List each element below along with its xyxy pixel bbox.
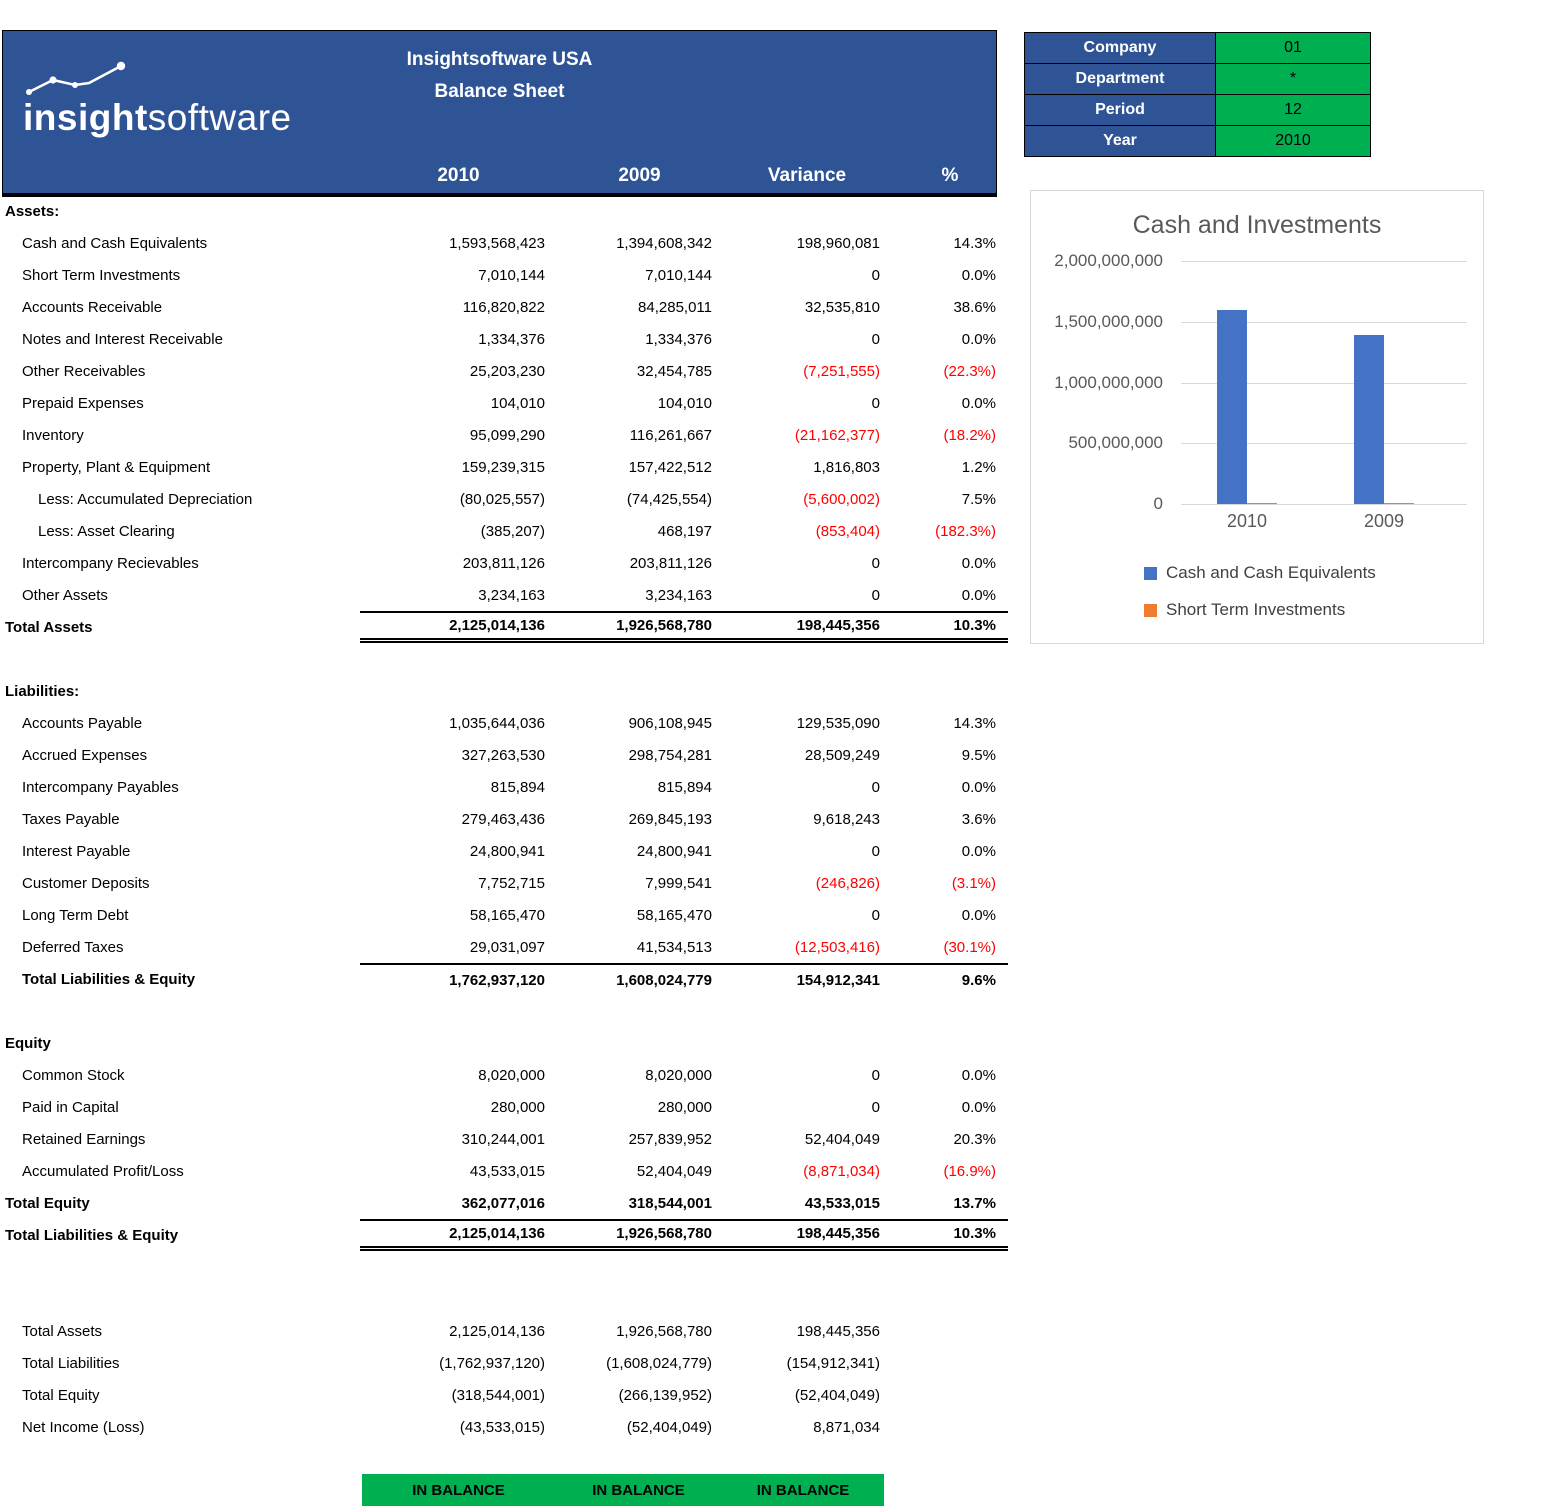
row-values [360,995,1008,1027]
value-cell: 0 [871,586,880,604]
row-label: Accumulated Profit/Loss [22,1162,184,1180]
value-cell: 154,912,341 [796,971,880,989]
value-cell: 32,535,810 [804,298,880,316]
parameter-label: Company [1024,32,1216,64]
value-cell: 3,234,163 [645,586,712,604]
value-cell: 0 [871,1098,880,1116]
value-cell: 0 [871,266,880,284]
data-row [0,1219,1010,1251]
company-title: Insightsoftware USA [406,49,593,70]
row-label: Assets: [5,202,60,220]
parameter-value[interactable]: 12 [1216,94,1371,126]
value-cell: 7,752,715 [478,874,545,892]
value-cell: 25,203,230 [469,362,545,380]
value-cell: 0.0% [961,906,996,924]
value-cell: 1,035,644,036 [449,714,545,732]
row-label: Liabilities: [5,682,80,700]
row-values [360,1411,1008,1443]
row-values [360,1155,1008,1187]
value-cell: (80,025,557) [459,490,545,508]
y-axis-tick-label: 0 [1153,494,1163,513]
value-cell: (385,207) [480,522,545,540]
row-values [360,803,1008,835]
column-header-2010: 2010 [437,165,480,186]
row-values [360,1123,1008,1155]
value-cell: 29,031,097 [469,938,545,956]
row-values [360,323,1008,355]
value-cell: (853,404) [815,522,880,540]
data-row [0,803,1010,835]
parameter-label: Department [1024,63,1216,95]
parameter-row [1024,32,1371,64]
row-values [360,195,1008,227]
value-cell: 13.7% [953,1194,996,1212]
row-values [360,1027,1008,1059]
data-row [0,1315,1010,1347]
y-axis-tick-label: 1,500,000,000 [1054,311,1163,331]
row-label: Paid in Capital [22,1098,119,1116]
y-axis-tick-label: 2,000,000,000 [1054,251,1163,270]
row-label: Intercompany Recievables [22,554,199,572]
bar-2009-short-term [1384,503,1414,504]
balance-sheet-table [0,195,1010,1443]
value-cell: 2,125,014,136 [449,1225,545,1242]
data-row [0,1187,1010,1219]
value-cell: (8,871,034) [803,1162,880,1180]
value-cell: 10.3% [953,617,996,634]
row-values [360,1347,1008,1379]
value-cell: 116,820,822 [462,298,545,316]
column-header-Variance: Variance [767,165,847,186]
legend-item [1144,563,1376,583]
row-label: Net Income (Loss) [22,1418,145,1436]
value-cell: 2,125,014,136 [449,1322,545,1340]
data-row [0,451,1010,483]
parameter-value[interactable]: * [1216,63,1371,95]
row-values [360,739,1008,771]
row-values [360,611,1008,643]
row-values [360,1283,1008,1315]
value-cell: 52,404,049 [636,1162,712,1180]
data-row [0,1059,1010,1091]
spacer-row [0,1251,1010,1283]
spacer-row [0,643,1010,675]
data-row [0,899,1010,931]
value-cell: 129,535,090 [796,714,880,732]
spacer-row [0,1283,1010,1315]
value-cell: 0.0% [961,266,996,284]
parameter-row [1024,125,1371,157]
value-cell: (246,826) [815,874,880,892]
row-values [360,1251,1008,1283]
in-balance-label: IN BALANCE [592,1481,685,1499]
value-cell: 43,533,015 [804,1194,880,1212]
bar-2010-short-term [1247,503,1277,504]
value-cell: (52,404,049) [794,1386,880,1404]
value-cell: 1,608,024,779 [616,971,712,989]
row-label: Equity [5,1034,51,1052]
value-cell: 84,285,011 [638,298,712,316]
value-cell: (22.3%) [943,362,996,380]
row-label: Customer Deposits [22,874,150,892]
row-label: Total Equity [5,1194,90,1212]
value-cell: 7,010,144 [478,266,545,284]
value-cell: 116,261,667 [629,426,712,444]
parameter-value[interactable]: 2010 [1216,125,1371,157]
value-cell: 28,509,249 [804,746,880,764]
chart-gridline [1181,261,1467,262]
row-label: Taxes Payable [22,810,120,828]
row-label: Accounts Receivable [22,298,163,316]
row-values [360,227,1008,259]
data-row [0,259,1010,291]
value-cell: 24,800,941 [469,842,545,860]
row-label: Interest Payable [22,842,131,860]
data-row [0,707,1010,739]
bar-2009-cash [1354,335,1384,504]
row-label: Retained Earnings [22,1130,146,1148]
in-balance-banner [362,1474,884,1506]
data-row [0,323,1010,355]
value-cell: 0.0% [961,1098,996,1116]
value-cell: 0 [871,906,880,924]
row-values [360,771,1008,803]
value-cell: 198,445,356 [796,617,880,634]
value-cell: 3,234,163 [478,586,545,604]
value-cell: 20.3% [953,1130,996,1148]
value-cell: 1.2% [961,458,996,476]
parameter-label: Period [1024,94,1216,126]
parameter-row [1024,94,1371,126]
value-cell: 58,165,470 [636,906,712,924]
value-cell: 1,926,568,780 [616,1225,712,1242]
value-cell: 9.6% [961,971,996,989]
logo-text-bold: insight [23,97,148,138]
row-label: Accounts Payable [22,714,143,732]
value-cell: (52,404,049) [626,1418,712,1436]
value-cell: 1,816,803 [813,458,880,476]
row-label: Common Stock [22,1066,125,1084]
parameter-label: Year [1024,125,1216,157]
value-cell: 0 [871,778,880,796]
value-cell: 0.0% [961,1066,996,1084]
row-label: Notes and Interest Receivable [22,330,223,348]
value-cell: 24,800,941 [636,842,712,860]
bar-2010-cash [1217,310,1247,504]
row-values [360,547,1008,579]
value-cell: 198,445,356 [796,1225,880,1242]
value-cell: 815,894 [490,778,545,796]
value-cell: 41,534,513 [636,938,712,956]
row-values [360,355,1008,387]
value-cell: 318,544,001 [628,1194,712,1212]
legend-label: Short Term Investments [1166,600,1346,619]
value-cell: 9.5% [961,746,996,764]
row-label: Other Receivables [22,362,146,380]
value-cell: 10.3% [953,1225,996,1242]
data-row [0,1123,1010,1155]
logo-text-light: software [147,97,292,138]
value-cell: 104,010 [657,394,712,412]
value-cell: 0 [871,554,880,572]
row-values [360,1187,1008,1219]
section-header-row [0,1027,1010,1059]
value-cell: 0 [871,1066,880,1084]
data-row [0,1091,1010,1123]
value-cell: 468,197 [657,522,712,540]
row-label: Total Assets [5,618,93,636]
value-cell: 198,960,081 [796,234,880,252]
y-axis-tick-label: 1,000,000,000 [1054,372,1163,392]
value-cell: (182.3%) [935,522,996,540]
section-header-row [0,675,1010,707]
value-cell: 1,926,568,780 [616,617,712,634]
value-cell: (1,608,024,779) [606,1354,712,1372]
column-header-%: % [941,165,959,186]
row-values [360,291,1008,323]
value-cell: (1,762,937,120) [439,1354,545,1372]
row-values [360,931,1008,963]
value-cell: 43,533,015 [469,1162,545,1180]
data-row [0,1347,1010,1379]
value-cell: 8,020,000 [645,1066,712,1084]
row-values [360,707,1008,739]
row-values [360,1379,1008,1411]
value-cell: 815,894 [657,778,712,796]
value-cell: 38.6% [953,298,996,316]
value-cell: (154,912,341) [786,1354,880,1372]
row-label: Long Term Debt [22,906,129,924]
row-values [360,515,1008,547]
value-cell: 203,811,126 [629,554,712,572]
data-row [0,547,1010,579]
in-balance-label: IN BALANCE [412,1481,505,1499]
legend-swatch-icon [1144,604,1157,617]
row-values [360,483,1008,515]
row-label: Intercompany Payables [22,778,179,796]
logo-wordmark [23,97,292,139]
value-cell: 0 [871,330,880,348]
value-cell: 198,445,356 [796,1322,880,1340]
data-row [0,963,1010,995]
row-values [360,835,1008,867]
row-values [360,387,1008,419]
value-cell: 0.0% [961,394,996,412]
value-cell: (21,162,377) [794,426,880,444]
data-row [0,771,1010,803]
row-values [360,867,1008,899]
report-title: Balance Sheet [434,81,565,102]
value-cell: 1,334,376 [645,330,712,348]
legend-label: Cash and Cash Equivalents [1166,563,1376,582]
value-cell: (12,503,416) [794,938,880,956]
row-label: Total Equity [22,1386,100,1404]
value-cell: 0.0% [961,554,996,572]
value-cell: 7,999,541 [645,874,712,892]
row-label: Accrued Expenses [22,746,148,764]
data-row [0,835,1010,867]
section-header-row [0,195,1010,227]
data-row [0,355,1010,387]
value-cell: 1,762,937,120 [449,971,545,989]
value-cell: 0.0% [961,586,996,604]
value-cell: 3.6% [961,810,996,828]
value-cell: (30.1%) [943,938,996,956]
row-values [360,963,1008,995]
value-cell: (266,139,952) [618,1386,712,1404]
column-headers [361,165,1009,187]
row-values [360,899,1008,931]
data-row [0,1379,1010,1411]
data-row [0,387,1010,419]
value-cell: 298,754,281 [628,746,712,764]
row-label: Total Liabilities [22,1354,120,1372]
value-cell: 279,463,436 [461,810,545,828]
chart-title: Cash and Investments [1132,211,1382,239]
data-row [0,291,1010,323]
data-row [0,1155,1010,1187]
value-cell: (318,544,001) [451,1386,545,1404]
value-cell: 280,000 [490,1098,545,1116]
value-cell: (18.2%) [943,426,996,444]
value-cell: 0.0% [961,778,996,796]
value-cell: 327,263,530 [461,746,545,764]
value-cell: 159,239,315 [461,458,545,476]
row-label: Deferred Taxes [22,938,124,956]
row-values [360,1219,1008,1251]
row-label: Short Term Investments [22,266,181,284]
value-cell: 14.3% [953,714,996,732]
value-cell: (7,251,555) [803,362,880,380]
row-label: Less: Asset Clearing [38,522,175,540]
value-cell: 95,099,290 [469,426,545,444]
data-row [0,739,1010,771]
legend-swatch-icon [1144,567,1157,580]
data-row [0,611,1010,643]
row-values [360,675,1008,707]
value-cell: 7,010,144 [645,266,712,284]
parameter-table [1024,33,1371,157]
column-header-2009: 2009 [618,165,661,186]
value-cell: (74,425,554) [626,490,712,508]
row-values [360,419,1008,451]
value-cell: 1,334,376 [478,330,545,348]
value-cell: 0.0% [961,842,996,860]
row-values [360,451,1008,483]
value-cell: 0.0% [961,330,996,348]
value-cell: 310,244,001 [461,1130,545,1148]
value-cell: 203,811,126 [462,554,545,572]
value-cell: 280,000 [657,1098,712,1116]
value-cell: 1,593,568,423 [449,234,545,252]
spacer-row [0,995,1010,1027]
row-label: Less: Accumulated Depreciation [38,490,253,508]
data-row [0,579,1010,611]
row-label: Total Assets [22,1322,103,1340]
data-row [0,483,1010,515]
value-cell: 1,926,568,780 [616,1322,712,1340]
report-header [2,30,997,197]
row-label: Property, Plant & Equipment [22,458,211,476]
y-axis-tick-label: 500,000,000 [1068,433,1163,453]
value-cell: (16.9%) [943,1162,996,1180]
row-label: Total Liabilities & Equity [22,970,196,988]
value-cell: 8,871,034 [813,1418,880,1436]
value-cell: 104,010 [490,394,545,412]
value-cell: 2,125,014,136 [449,617,545,634]
row-values [360,643,1008,675]
chart-gridline [1181,504,1467,505]
data-row [0,931,1010,963]
parameter-value[interactable]: 01 [1216,32,1371,64]
x-axis-label: 2009 [1363,511,1405,531]
value-cell: 257,839,952 [628,1130,712,1148]
value-cell: 32,454,785 [636,362,712,380]
value-cell: 9,618,243 [813,810,880,828]
row-label: Total Liabilities & Equity [5,1226,179,1244]
value-cell: 0 [871,394,880,412]
data-row [0,419,1010,451]
value-cell: (5,600,002) [803,490,880,508]
row-label: Other Assets [22,586,108,604]
legend-item [1144,600,1345,620]
row-label: Inventory [22,426,84,444]
row-values [360,259,1008,291]
data-row [0,1411,1010,1443]
value-cell: 1,394,608,342 [616,234,712,252]
value-cell: (43,533,015) [459,1418,545,1436]
value-cell: 8,020,000 [478,1066,545,1084]
value-cell: 362,077,016 [461,1194,545,1212]
data-row [0,867,1010,899]
value-cell: 14.3% [953,234,996,252]
row-label: Cash and Cash Equivalents [22,234,208,252]
row-values [360,1091,1008,1123]
row-values [360,1315,1008,1347]
value-cell: 157,422,512 [628,458,712,476]
x-axis-label: 2010 [1226,511,1268,531]
value-cell: 906,108,945 [628,714,712,732]
parameter-row [1024,63,1371,95]
value-cell: 58,165,470 [469,906,545,924]
value-cell: (3.1%) [951,874,996,892]
row-values [360,1059,1008,1091]
in-balance-label: IN BALANCE [756,1481,850,1499]
data-row [0,227,1010,259]
row-values [360,579,1008,611]
value-cell: 52,404,049 [804,1130,880,1148]
value-cell: 7.5% [961,490,996,508]
row-label: Prepaid Expenses [22,394,144,412]
cash-investments-chart [1030,190,1484,644]
value-cell: 0 [871,842,880,860]
value-cell: 269,845,193 [628,810,712,828]
data-row [0,515,1010,547]
